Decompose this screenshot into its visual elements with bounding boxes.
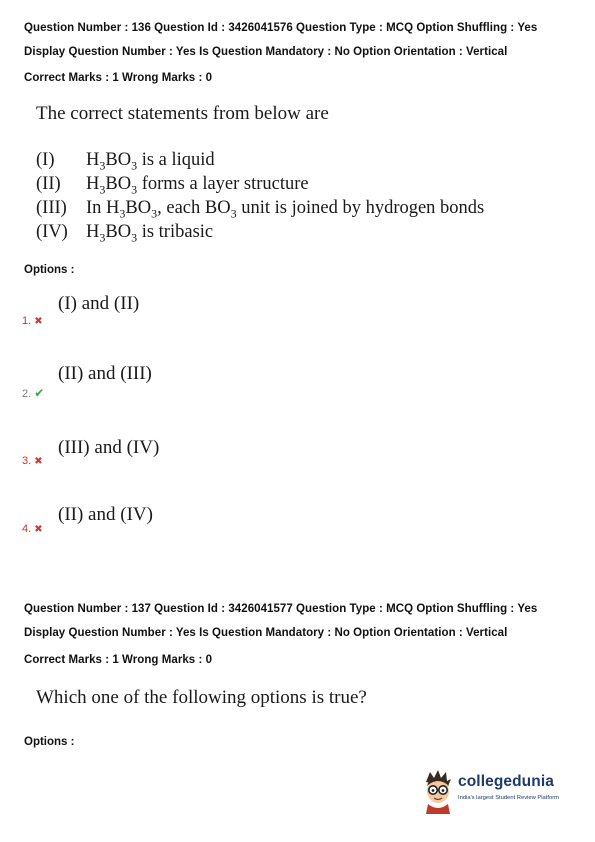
checkmark-icon: ✔ bbox=[34, 386, 45, 400]
cross-icon: ✖ bbox=[34, 524, 43, 535]
option-3-text: (III) and (IV) bbox=[58, 437, 160, 458]
q136-question-stem: The correct statements from below are bbox=[36, 103, 329, 124]
cross-icon: ✖ bbox=[34, 316, 43, 327]
q136-options-label: Options : bbox=[24, 264, 75, 276]
logo-tagline: India's largest Student Review Platform bbox=[458, 795, 559, 801]
statement-4-number: (IV) bbox=[36, 222, 68, 242]
q137-meta-line-2: Display Question Number : Yes Is Question Mandatory : No Option Orientation : Vertical bbox=[24, 627, 508, 639]
q136-meta-line-2: Display Question Number : Yes Is Question Mandatory : No Option Orientation : Vertical bbox=[24, 46, 508, 58]
mascot-icon bbox=[420, 768, 456, 814]
option-4-number: 4. ✖ bbox=[22, 523, 43, 535]
collegedunia-logo bbox=[420, 768, 570, 814]
statement-1-text: $H_3BO_3$ is a liquid bbox=[86, 150, 215, 173]
logo-wordmark: collegedunia bbox=[458, 773, 554, 790]
option-1-number: 1. ✖ bbox=[22, 315, 43, 327]
q137-options-label: Options : bbox=[24, 736, 75, 748]
cross-icon: ✖ bbox=[34, 456, 43, 467]
statement-3-number: (III) bbox=[36, 198, 67, 218]
option-1-text: (I) and (II) bbox=[58, 293, 140, 314]
q136-meta-line-1: Question Number : 136 Question Id : 3426041576 Question Type : MCQ Option Shuffling : Yes bbox=[24, 22, 538, 34]
q136-meta-line-3: Correct Marks : 1 Wrong Marks : 0 bbox=[24, 72, 213, 84]
q137-meta-line-3: Correct Marks : 1 Wrong Marks : 0 bbox=[24, 654, 213, 666]
statement-2-number: (II) bbox=[36, 174, 61, 194]
q137-meta-line-1: Question Number : 137 Question Id : 3426041577 Question Type : MCQ Option Shuffling : Yes bbox=[24, 603, 538, 615]
option-4-text: (II) and (IV) bbox=[58, 504, 153, 525]
option-2-number: 2. ✔ bbox=[22, 386, 45, 400]
option-2-text: (II) and (III) bbox=[58, 363, 152, 384]
statement-3-text: In $H_3BO_3$, each $BO_3$ unit is joined by hydrogen bonds bbox=[86, 198, 485, 221]
statement-4-text: $H_3BO_3$ is tribasic bbox=[86, 222, 214, 245]
option-3-number: 3. ✖ bbox=[22, 455, 43, 467]
statement-2-text: $H_3BO_3$ forms a layer structure bbox=[86, 174, 309, 197]
q137-question-stem: Which one of the following options is true? bbox=[36, 687, 367, 708]
statement-1-number: (I) bbox=[36, 150, 55, 170]
